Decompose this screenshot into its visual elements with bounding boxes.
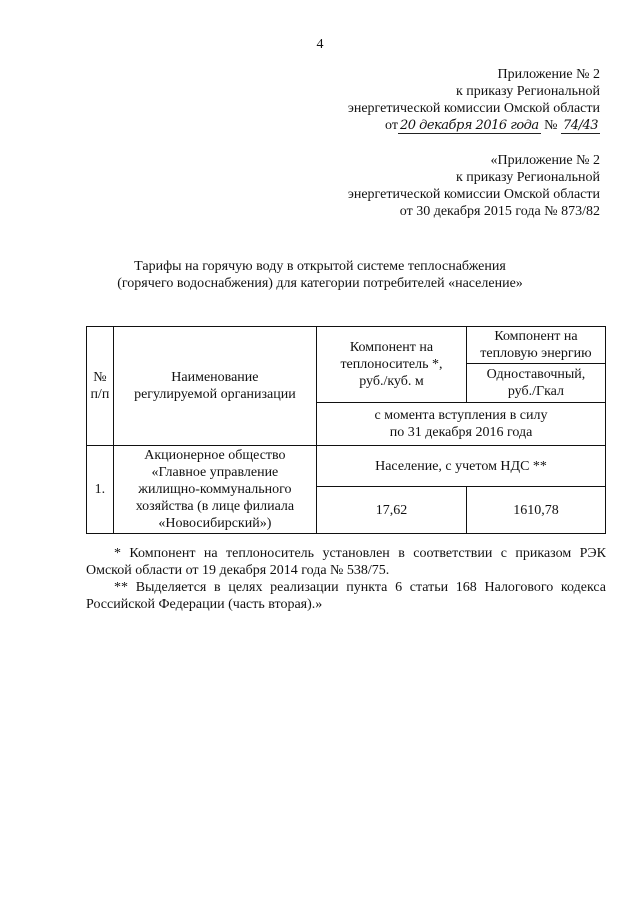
header-name-line2: регулируемой организации — [134, 387, 296, 402]
header-carrier-component — [317, 327, 467, 403]
table-header-row — [87, 327, 606, 364]
header-energy-line2: тепловую энергию — [480, 346, 592, 361]
org-name-line3: жилищно-коммунального — [138, 482, 292, 497]
prev-appendix-title: «Приложение № 2 — [490, 153, 600, 168]
row-energy-value: 1610,78 — [466, 487, 605, 534]
handwritten-number: 74/43 — [563, 118, 598, 133]
date-prefix: от — [385, 118, 398, 133]
footnotes — [86, 545, 606, 613]
prev-appendix-order-ref: к приказу Региональной — [455, 170, 600, 185]
handwritten-date: 20 декабря 2016 года — [399, 118, 539, 133]
row-org-name — [113, 446, 316, 534]
header-num-line1: № — [93, 370, 107, 385]
tariff-table — [86, 326, 606, 534]
page-number: 4 — [316, 37, 324, 52]
title-line-1: Тарифы на горячую воду в открытой системе теплоснабжения — [134, 259, 506, 274]
prev-appendix-commission: энергетической комиссии Омской области — [347, 187, 600, 202]
org-name-line1: Акционерное общество — [144, 448, 286, 463]
header-carrier-line2: теплоноситель *, — [340, 357, 443, 372]
appendix-current-header — [300, 66, 600, 134]
header-energy-component — [466, 327, 605, 364]
header-carrier-line3: руб./куб. м — [359, 374, 424, 389]
number-prefix: № — [544, 118, 558, 133]
footnote-2: ** Выделяется в целях реализации пункта 6 статьи 168 Налогового кодекса Российской Федерации (часть вторая).» — [86, 580, 606, 612]
header-name-line1: Наименование — [171, 370, 259, 385]
row-category: Население, с учетом НДС ** — [317, 446, 606, 487]
row-carrier-value: 17,62 — [317, 487, 467, 534]
row-num: 1. — [87, 446, 114, 534]
document-title — [0, 258, 640, 292]
appendix-previous-header — [300, 152, 600, 220]
header-energy-rate-line2: руб./Гкал — [507, 384, 565, 399]
prev-appendix-date-number: от 30 декабря 2015 года № 873/82 — [399, 204, 600, 219]
header-period-line1: с момента вступления в силу — [374, 408, 548, 423]
org-name-line5: «Новосибирский») — [158, 516, 272, 531]
header-energy-rate-line1: Одноставочный, — [486, 367, 586, 382]
appendix-title: Приложение № 2 — [497, 67, 600, 82]
header-org-name — [113, 327, 316, 446]
header-num — [87, 327, 114, 446]
header-energy-line1: Компонент на — [494, 329, 578, 344]
title-line-2: (горячего водоснабжения) для категории потребителей «население» — [117, 276, 523, 291]
header-num-line2: п/п — [90, 387, 110, 402]
header-period — [317, 403, 606, 446]
header-period-line2: по 31 декабря 2016 года — [389, 425, 533, 440]
appendix-commission: энергетической комиссии Омской области — [347, 101, 600, 116]
appendix-date-number — [300, 117, 600, 134]
header-carrier-line1: Компонент на — [349, 340, 434, 355]
org-name-line2: «Главное управление — [151, 465, 279, 480]
appendix-order-ref: к приказу Региональной — [455, 84, 600, 99]
table-row — [87, 446, 606, 487]
org-name-line4: хозяйства (в лице филиала — [135, 499, 295, 514]
footnote-1: * Компонент на теплоноситель установлен в соответствии с приказом РЭК Омской области от 19 декабря 2014 года № 538/75. — [86, 546, 606, 578]
header-energy-rate — [466, 364, 605, 403]
